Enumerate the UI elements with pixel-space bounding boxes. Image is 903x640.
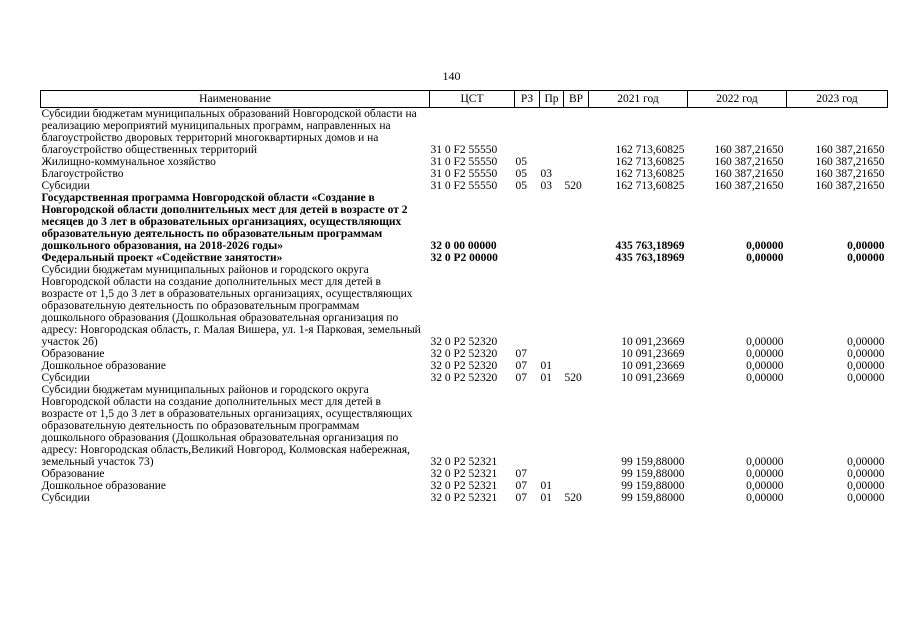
cell-name: Жилищно-коммунальное хозяйство [41,156,216,168]
cell-2021: 10 091,23669 [621,348,685,360]
table-row [41,264,888,348]
cell-2023: 0,00000 [847,480,885,492]
cell-vr [564,108,589,157]
cell-2021: 10 091,23669 [621,372,685,384]
cell-pr [540,108,564,157]
cell-name: Субсидии бюджетам муниципальных районов и городского округа Новгородской области на создание дополнительных мест для детей в возрасте от 1,5 до 3 лет в образовательных организациях, осуществляющих образовательную деятельность по образовательным программам дошкольного образования (Дошкольная образовательная организация по адресу: Новгородская область,Великий Новгород, Колмовская набережная, земельный участок 73) [41,384,413,468]
cell-2021: 99 159,88000 [621,480,685,492]
cell-2021: 99 159,88000 [621,492,685,504]
table-row [41,252,888,264]
cell-2023: 160 387,21650 [815,144,885,156]
table-row [41,360,888,372]
cell-2023: 160 387,21650 [815,156,885,168]
cell-2023: 0,00000 [847,492,885,504]
cell-rz [515,108,540,157]
cell-name: Федеральный проект «Содействие занятости» [41,252,283,264]
cell-vr: 520 [564,372,582,384]
cell-csr: 31 0 F2 55550 [430,156,498,168]
cell-csr: 32 0 P2 52321 [430,456,498,468]
cell-name: Государственная программа Новгородской области «Создание в Новгородской области дополнительных мест для детей в возрасте от 2 месяцев до 3 лет в образовательных организациях, осуществляющих образовательную деятельность по образовательным программам дошкольного образования, на 2018-2026 годы» [41,192,408,252]
cell-2022: 0,00000 [746,468,784,480]
cell-pr: 01 [540,372,552,384]
cell-2021: 162 713,60825 [615,144,685,156]
cell-rz: 07 [515,348,527,360]
cell-2022: 160 387,21650 [714,156,784,168]
cell-rz: 07 [515,372,527,384]
cell-csr: 32 0 P2 52321 [430,468,498,480]
cell-2021: 99 159,88000 [621,468,685,480]
cell-name: Субсидии [41,372,90,384]
cell-2021: 10 091,23669 [621,336,685,348]
cell-2021: 10 091,23669 [621,360,685,372]
table-body [41,108,888,505]
cell-rz [515,384,540,468]
table-row [41,372,888,384]
cell-name: Субсидии [41,180,90,192]
cell-2022: 160 387,21650 [714,180,784,192]
cell-2022: 0,00000 [746,360,784,372]
cell-name: Субсидии бюджетам муниципальных районов и городского округа Новгородской области на создание дополнительных мест для детей в возрасте от 1,5 до 3 лет в образовательных организациях, осуществляющих образовательную деятельность по образовательным программам дошкольного образования (Дошкольная образовательная организация по адресу: Новгородская область, г. Малая Вишера, ул. 1-я Парковая, земельный участок 2б) [41,264,421,348]
cell-vr: 520 [564,180,582,192]
cell-pr [540,468,564,480]
cell-csr: 32 0 P2 52320 [430,348,498,360]
cell-pr: 01 [540,492,552,504]
cell-pr: 01 [540,480,552,492]
cell-2021: 162 713,60825 [615,156,685,168]
table-row [41,156,888,168]
table-row [41,348,888,360]
cell-rz [515,252,540,264]
cell-csr: 31 0 F2 55550 [430,180,498,192]
cell-vr [564,168,589,180]
cell-pr [540,348,564,360]
table-row [41,168,888,180]
cell-pr: 03 [540,180,552,192]
cell-pr [540,192,564,252]
cell-name: Дошкольное образование [41,480,167,492]
cell-2023: 0,00000 [847,456,885,468]
cell-rz: 05 [515,180,527,192]
cell-name: Образование [41,348,105,360]
cell-vr [564,192,589,252]
cell-2022: 0,00000 [746,456,784,468]
cell-rz: 05 [515,156,527,168]
cell-csr: 32 0 P2 52320 [430,336,498,348]
cell-pr: 01 [540,360,552,372]
cell-2022: 0,00000 [746,348,784,360]
cell-2023: 0,00000 [847,372,885,384]
cell-2023: 160 387,21650 [815,168,885,180]
cell-rz: 07 [515,480,527,492]
cell-2022: 160 387,21650 [714,168,784,180]
cell-vr [564,480,589,492]
cell-csr: 32 0 P2 52321 [430,480,498,492]
cell-csr: 32 0 00 00000 [430,240,497,252]
cell-2023: 0,00000 [847,252,885,264]
cell-2022: 0,00000 [746,240,784,252]
header-2021: 2021 год [589,91,688,108]
table-row [41,192,888,252]
cell-2022: 0,00000 [746,480,784,492]
header-csr: ЦСТ [430,91,515,108]
table-row [41,108,888,157]
cell-pr [540,384,564,468]
cell-vr [564,468,589,480]
budget-table [40,90,888,504]
table-row [41,180,888,192]
header-pr: Пр [540,91,564,108]
cell-rz: 07 [515,492,527,504]
cell-2021: 99 159,88000 [621,456,685,468]
cell-pr [540,264,564,348]
cell-vr [564,252,589,264]
cell-2021: 162 713,60825 [615,168,685,180]
table-header-row [41,91,888,108]
cell-vr [564,156,589,168]
cell-2022: 0,00000 [746,492,784,504]
page-number: 140 [442,69,461,83]
cell-csr: 32 0 P2 52320 [430,372,498,384]
cell-2023: 0,00000 [847,360,885,372]
cell-2023: 0,00000 [847,468,885,480]
cell-2023: 0,00000 [847,240,885,252]
cell-name: Субсидии бюджетам муниципальных образований Новгородской области на реализацию мероприятий муниципальных программ, направленных на благоустройство дворовых территорий многоквартирных домов и на благоустройство общественных территорий [41,108,417,156]
cell-2023: 160 387,21650 [815,180,885,192]
cell-csr: 31 0 F2 55550 [430,144,498,156]
header-2023: 2023 год [787,91,888,108]
cell-rz: 05 [515,168,527,180]
cell-2022: 0,00000 [746,252,784,264]
header-rz: РЗ [515,91,540,108]
cell-name: Образование [41,468,105,480]
header-2022: 2022 год [688,91,787,108]
cell-csr: 32 0 P2 52320 [430,360,498,372]
cell-vr [564,360,589,372]
cell-2021: 162 713,60825 [615,180,685,192]
cell-pr: 03 [540,168,552,180]
header-vr: ВР [564,91,589,108]
cell-rz: 07 [515,360,527,372]
cell-2021: 435 763,18969 [615,240,685,252]
cell-2022: 0,00000 [746,372,784,384]
cell-name: Субсидии [41,492,90,504]
table-row [41,480,888,492]
cell-pr [540,252,564,264]
cell-name: Благоустройство [41,168,124,180]
cell-name: Дошкольное образование [41,360,167,372]
cell-vr [564,264,589,348]
cell-2021: 435 763,18969 [615,252,685,264]
cell-2023: 0,00000 [847,336,885,348]
cell-rz: 07 [515,468,527,480]
cell-rz [515,192,540,252]
cell-2022: 160 387,21650 [714,144,784,156]
cell-csr: 31 0 F2 55550 [430,168,498,180]
cell-vr: 520 [564,492,582,504]
table-row [41,384,888,468]
table-row [41,492,888,504]
cell-rz [515,264,540,348]
cell-csr: 32 0 P2 00000 [430,252,498,264]
cell-vr [564,348,589,360]
cell-pr [540,156,564,168]
cell-vr [564,384,589,468]
header-name: Наименование [41,91,430,108]
cell-2023: 0,00000 [847,348,885,360]
cell-csr: 32 0 P2 52321 [430,492,498,504]
table-row [41,468,888,480]
cell-2022: 0,00000 [746,336,784,348]
